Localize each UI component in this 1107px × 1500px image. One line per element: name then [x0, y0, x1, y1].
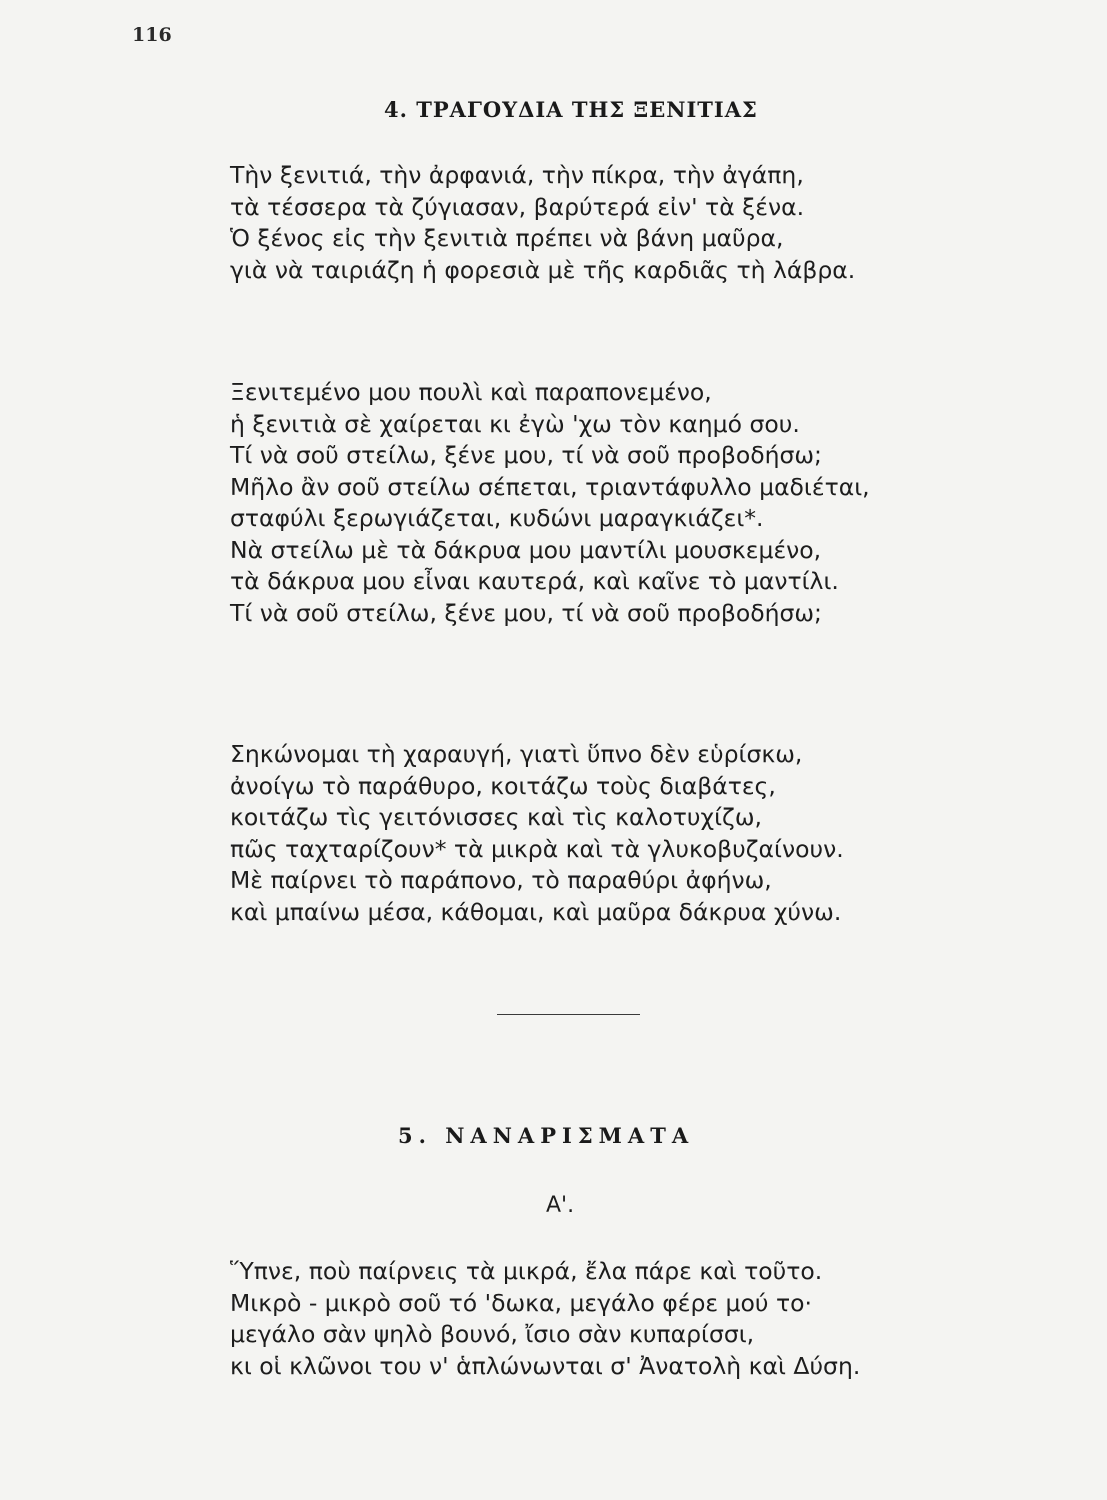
verse-line: γιὰ νὰ ταιριάζη ἡ φορεσιὰ μὲ τῆς καρδιᾶς τὴ λάβρα. [230, 255, 856, 284]
verse-line: ἡ ξενιτιὰ σὲ χαίρεται κι ἐγὼ 'χω τὸν καημό σου. [230, 409, 800, 438]
verse-line: Ὁ ξένος εἰς τὴν ξενιτιὰ πρέπει νὰ βάνη μαῦρα, [230, 224, 784, 252]
section-5-title: 5. ΝΑΝΑΡΙΣΜΑΤΑ [398, 1123, 695, 1148]
stanza-3 [230, 739, 844, 928]
verse-line: καὶ μπαίνω μέσα, κάθομαι, καὶ μαῦρα δάκρυα χύνω. [230, 897, 842, 926]
verse-line: κοιτάζω τὶς γειτόνισσες καὶ τὶς καλοτυχίζω, [230, 803, 762, 831]
verse-line: Νὰ στείλω μὲ τὰ δάκρυα μου μαντίλι μουσκεμένο, [230, 535, 822, 564]
verse-line: τὰ δάκρυα μου εἶναι καυτερά, καὶ καῖνε τὸ μαντίλι. [230, 567, 839, 595]
verse-line: Ὕπνε, ποὺ παίρνεις τὰ μικρά, ἔλα πάρε καὶ τοῦτο. [230, 1257, 823, 1285]
stanza-2 [230, 377, 870, 629]
verse-line: σταφύλι ξερωγιάζεται, κυδώνι μαραγκιάζει*. [230, 504, 764, 532]
section-divider [497, 1014, 640, 1015]
verse-line: ἀνοίγω τὸ παράθυρο, κοιτάζω τοὺς διαβάτες, [230, 771, 776, 800]
verse-line: Μὲ παίρνει τὸ παράπονο, τὸ παραθύρι ἀφήνω, [230, 866, 772, 894]
section-4-title: 4. ΤΡΑΓΟΥΔΙΑ ΤΗΣ ΞΕΝΙΤΙΑΣ [384, 97, 758, 122]
verse-line: Τί νὰ σοῦ στείλω, ξένε μου, τί νὰ σοῦ προβοδήσω; [230, 598, 822, 627]
verse-line: Ξενιτεμένο μου πουλὶ καὶ παραπονεμένο, [230, 378, 712, 406]
section-5-subtitle: Α'. [546, 1193, 575, 1218]
verse-line: Μικρὸ - μικρὸ σοῦ τό 'δωκα, μεγάλο φέρε μού το· [230, 1288, 812, 1317]
stanza-1 [230, 160, 855, 286]
verse-line: Τὴν ξενιτιά, τὴν ἀρφανιά, τὴν πίκρα, τὴν ἀγάπη, [230, 161, 804, 189]
verse-line: μεγάλο σὰν ψηλὸ βουνό, ἴσιο σὰν κυπαρίσσι, [230, 1320, 755, 1348]
verse-line: Τί νὰ σοῦ στείλω, ξένε μου, τί νὰ σοῦ προβοδήσω; [230, 441, 822, 469]
verse-line: τὰ τέσσερα τὰ ζύγιασαν, βαρύτερά εἰν' τὰ ξένα. [230, 192, 805, 221]
verse-line: Μῆλο ἂν σοῦ στείλω σέπεται, τριαντάφυλλο μαδιέται, [230, 472, 870, 501]
stanza-lullaby [230, 1256, 860, 1382]
page-number: 116 [132, 24, 172, 46]
verse-line: Σηκώνομαι τὴ χαραυγή, γιατὶ ὕπνο δὲν εὑρίσκω, [230, 740, 803, 768]
verse-line: πῶς ταχταρίζουν* τὰ μικρὰ καὶ τὰ γλυκοβυζαίνουν. [230, 834, 844, 863]
verse-line: κι οἱ κλῶνοι του ν' ἁπλώνωνται σ' Ἀνατολὴ καὶ Δύση. [230, 1351, 861, 1380]
